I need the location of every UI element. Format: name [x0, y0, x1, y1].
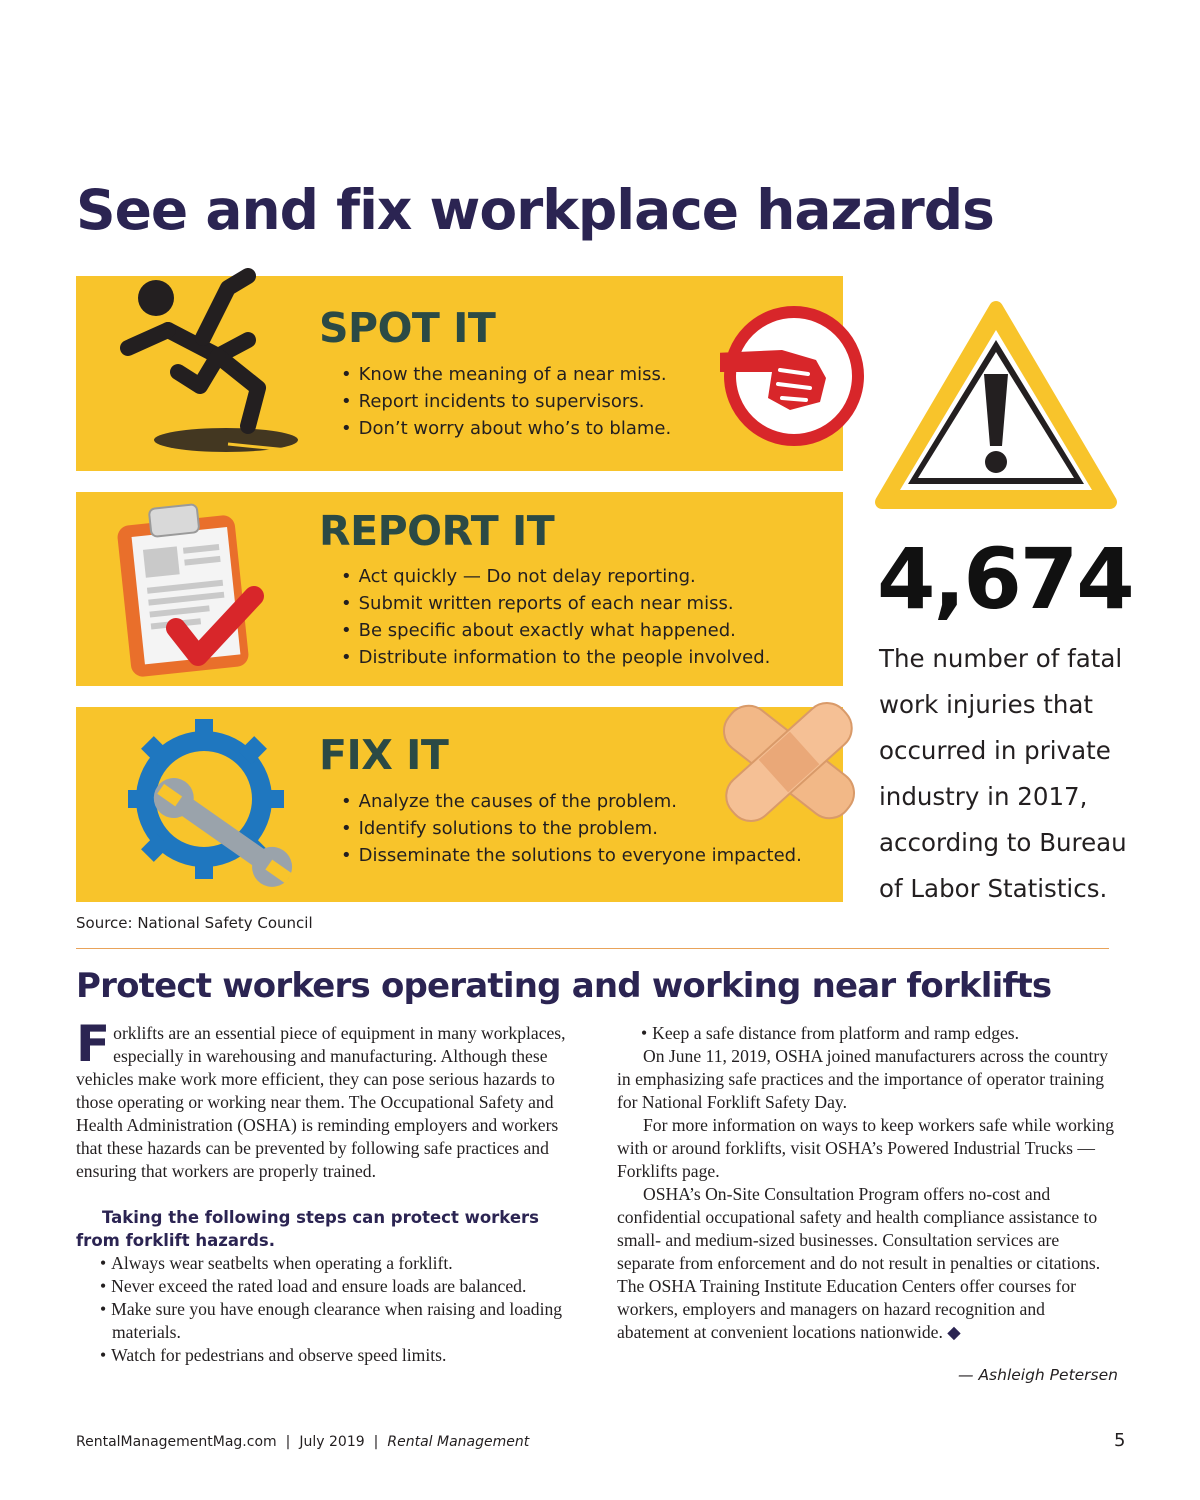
body-paragraph: On June 11, 2019, OSHA joined manufacturers across the country in emphasizing safe practices and the importance of operator training for National Forklift Safety Day. [617, 1046, 1108, 1112]
spot-it-heading: SPOT IT [319, 304, 496, 352]
slipping-person-icon [108, 268, 308, 463]
warning-triangle-icon [872, 296, 1120, 514]
article-title: Protect workers operating and working near forklifts [76, 966, 1052, 1006]
steps-list-continued [617, 1022, 1117, 1045]
body-paragraph: For more information on ways to keep workers safe while working with or around forklifts, visit OSHA’s Powered Industrial Trucks — Forklifts page. [617, 1115, 1115, 1181]
list-item: • Distribute information to the people involved. [341, 644, 770, 671]
stat-caption: The number of fatal work injuries that occurred in private industry in 2017, according to Bureau of Labor Statistics. [879, 644, 1127, 903]
source-note: Source: National Safety Council [76, 914, 313, 932]
section-divider [76, 948, 1109, 949]
stat-number: 4,674 [877, 530, 1133, 628]
byline: — Ashleigh Petersen [958, 1366, 1118, 1384]
list-item: • Keep a safe distance from platform and ramp edges. [617, 1022, 1117, 1045]
list-item: • Know the meaning of a near miss. [341, 361, 671, 388]
list-item: • Make sure you have enough clearance when raising and loading materials. [76, 1298, 588, 1344]
article-column-right [617, 1022, 1117, 1344]
list-item: • Analyze the causes of the problem. [341, 788, 802, 815]
report-it-list [341, 563, 770, 671]
list-item: • Submit written reports of each near miss. [341, 590, 770, 617]
list-item: • Never exceed the rated load and ensure loads are balanced. [76, 1275, 588, 1298]
page-title: See and fix workplace hazards [76, 178, 994, 242]
fix-it-heading: FIX IT [319, 731, 449, 779]
article-column-left [76, 1015, 588, 1367]
clipboard-check-icon [114, 498, 274, 683]
body-paragraph: OSHA’s On-Site Consultation Program offers no-cost and confidential occupational safety and health compliance assistance to small- and medium-sized businesses. Consultation services are separate from enforcement and do not result in penalties or citations. The OSHA Training Institute Education Centers offer courses for workers, employers and managers on hazard recognition and abatement at convenient locations nationwide. ◆ [617, 1184, 1101, 1342]
list-item: • Identify solutions to the problem. [341, 815, 802, 842]
list-item: • Don’t worry about who’s to blame. [341, 415, 671, 442]
list-item: • Always wear seatbelts when operating a forklift. [76, 1252, 588, 1275]
footer-publication: Rental Management [387, 1434, 530, 1450]
pointing-hand-icon [720, 302, 868, 450]
list-item: • Act quickly — Do not delay reporting. [341, 563, 770, 590]
report-it-panel [76, 492, 843, 686]
footer-date: July 2019 [299, 1434, 365, 1450]
intro-paragraph: Forklifts are an essential piece of equipment in many workplaces, especially in warehousing and manufacturing. Although these vehicles make work more efficient, they can pose serious hazards to those operating or working near them. The Occupational Safety and Health Administration (OSHA) is reminding employers and workers that these hazards can be prevented by following safe practices and ensuring that workers are properly trained. [76, 1015, 566, 1181]
page-footer: RentalManagementMag.com | July 2019 | Rental Management [76, 1434, 530, 1450]
steps-subhead: Taking the following steps can protect workers from forklift hazards. [76, 1208, 539, 1250]
list-item: • Watch for pedestrians and observe speed limits. [76, 1344, 588, 1367]
report-it-heading: REPORT IT [319, 507, 555, 555]
list-item: • Be specific about exactly what happened. [341, 617, 770, 644]
spot-it-list [341, 361, 671, 442]
steps-list [76, 1252, 588, 1367]
footer-site: RentalManagementMag.com [76, 1434, 277, 1450]
list-item: • Report incidents to supervisors. [341, 388, 671, 415]
end-mark: ◆ [947, 1322, 961, 1342]
gear-wrench-icon [128, 719, 308, 899]
list-item: • Disseminate the solutions to everyone impacted. [341, 842, 802, 869]
bandage-icon [706, 684, 872, 840]
page-number: 5 [1114, 1430, 1126, 1451]
drop-cap: F [76, 1015, 111, 1073]
